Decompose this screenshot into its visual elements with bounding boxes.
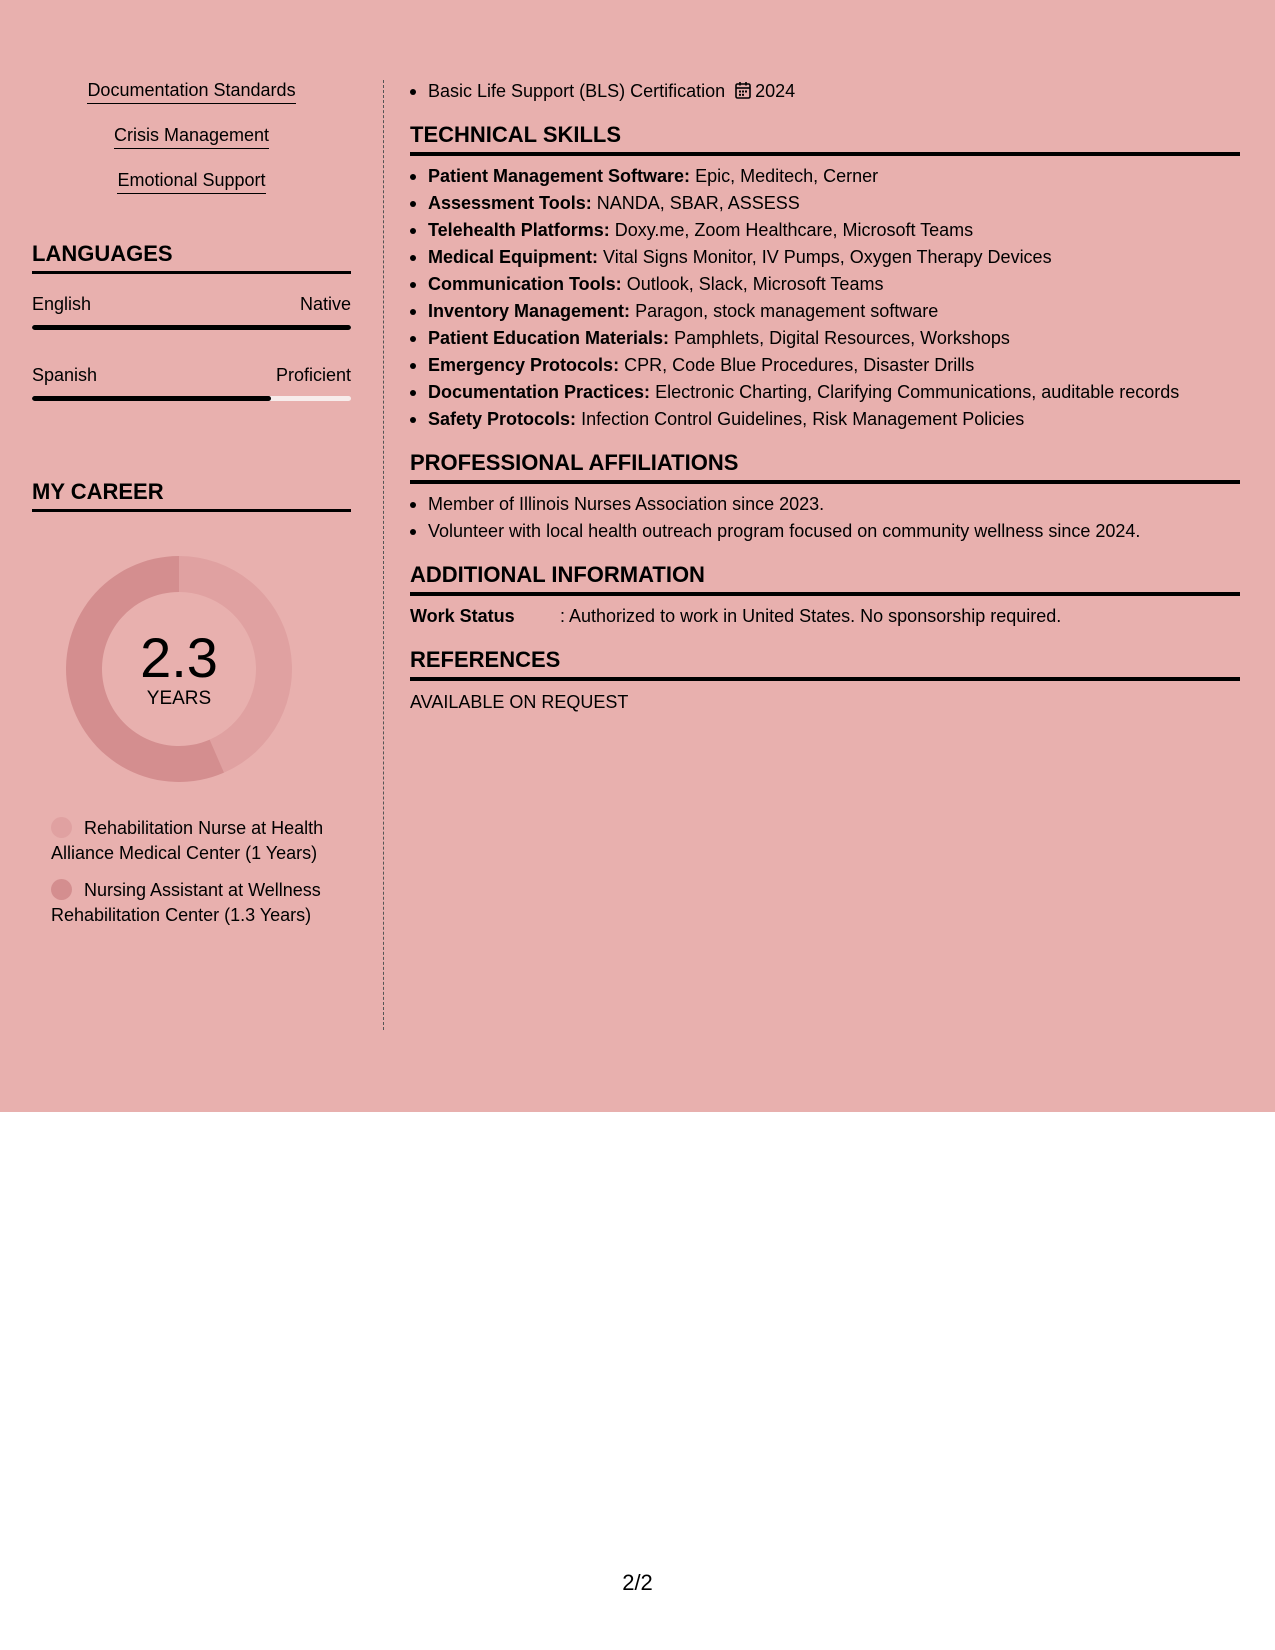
skill-tag: Emotional Support (117, 168, 265, 194)
technical-skills-heading: TECHNICAL SKILLS (410, 122, 1240, 156)
affiliation-item: Volunteer with local health outreach program focused on community wellness since 2024. (410, 518, 1240, 545)
skill-tag: Documentation Standards (87, 78, 295, 104)
affiliations-heading: PROFESSIONAL AFFILIATIONS (410, 450, 1240, 484)
calendar-icon (735, 81, 751, 99)
career-legend-item (51, 816, 331, 866)
work-status-value: : Authorized to work in United States. No sponsorship required. (560, 606, 1062, 626)
language-bar-fill (32, 396, 271, 401)
skill-label: Patient Management Software: (428, 166, 691, 186)
skill-label: Safety Protocols: (428, 409, 577, 429)
references-text: AVAILABLE ON REQUEST (410, 692, 629, 712)
technical-skill-item (410, 298, 1240, 325)
career-heading: MY CAREER (32, 479, 351, 512)
skill-label: Medical Equipment: (428, 247, 599, 267)
language-spanish (32, 363, 351, 401)
technical-skill-item (410, 352, 1240, 379)
certification-item (410, 78, 1240, 105)
language-name: Spanish (32, 365, 98, 385)
legend-dot (51, 879, 72, 900)
references-heading: REFERENCES (410, 647, 1240, 681)
legend-dot (51, 817, 72, 838)
skill-value: Vital Signs Monitor, IV Pumps, Oxygen Therapy Devices (603, 247, 1052, 267)
column-divider (383, 80, 384, 1030)
legend-text: Nursing Assistant at Wellness Rehabilitation Center (1.3 Years) (51, 880, 321, 925)
skill-value: Pamphlets, Digital Resources, Workshops (674, 328, 1010, 348)
technical-skill-item (410, 379, 1240, 406)
affiliations-list (410, 491, 1240, 545)
skill-label: Emergency Protocols: (428, 355, 620, 375)
language-level: Proficient (275, 365, 351, 385)
main-column (410, 78, 1240, 716)
career-total-years: 2.3 (140, 626, 218, 689)
career-legend-item (51, 878, 331, 928)
skill-value: Electronic Charting, Clarifying Communications, auditable records (655, 382, 1180, 402)
technical-skill-item (410, 163, 1240, 190)
skill-label: Patient Education Materials: (428, 328, 670, 348)
technical-skill-item (410, 406, 1240, 433)
language-name: English (32, 294, 92, 314)
language-bar (32, 396, 351, 401)
language-bar (32, 325, 351, 330)
technical-skills-list (410, 163, 1240, 433)
skill-value: CPR, Code Blue Procedures, Disaster Drills (624, 355, 975, 375)
skill-value: Outlook, Slack, Microsoft Teams (626, 274, 884, 294)
donut-center (66, 556, 292, 782)
legend-text: Rehabilitation Nurse at Health Alliance Medical Center (1 Years) (51, 818, 324, 863)
skill-value: NANDA, SBAR, ASSESS (596, 193, 800, 213)
skill-label: Documentation Practices: (428, 382, 651, 402)
skill-value: Paragon, stock management software (635, 301, 939, 321)
language-bar-fill (32, 325, 351, 330)
skill-value: Epic, Meditech, Cerner (695, 166, 879, 186)
technical-skill-item (410, 271, 1240, 298)
technical-skill-item (410, 325, 1240, 352)
skill-tags (32, 78, 351, 213)
language-level: Native (299, 294, 351, 314)
technical-skill-item (410, 217, 1240, 244)
languages-heading: LANGUAGES (32, 241, 351, 274)
career-donut-chart (66, 556, 292, 782)
career-legend (51, 816, 331, 928)
certification-year: 2024 (755, 81, 796, 101)
technical-skill-item (410, 190, 1240, 217)
technical-skill-item (410, 244, 1240, 271)
page-number: 2/2 (622, 1570, 653, 1595)
certification-name: Basic Life Support (BLS) Certification (428, 81, 726, 101)
skill-label: Telehealth Platforms: (428, 220, 610, 240)
certifications-list (410, 78, 1240, 105)
additional-info-heading: ADDITIONAL INFORMATION (410, 562, 1240, 596)
sidebar (32, 78, 351, 940)
work-status-row (410, 603, 1240, 630)
skill-label: Assessment Tools: (428, 193, 592, 213)
skill-label: Communication Tools: (428, 274, 622, 294)
career-total-unit: YEARS (146, 688, 212, 709)
skill-value: Infection Control Guidelines, Risk Management Policies (581, 409, 1025, 429)
language-english (32, 292, 351, 330)
skill-label: Inventory Management: (428, 301, 631, 321)
affiliation-item: Member of Illinois Nurses Association since 2023. (410, 491, 1240, 518)
skill-tag: Crisis Management (114, 123, 269, 149)
work-status-label: Work Status (410, 606, 515, 626)
skill-value: Doxy.me, Zoom Healthcare, Microsoft Teams (614, 220, 974, 240)
